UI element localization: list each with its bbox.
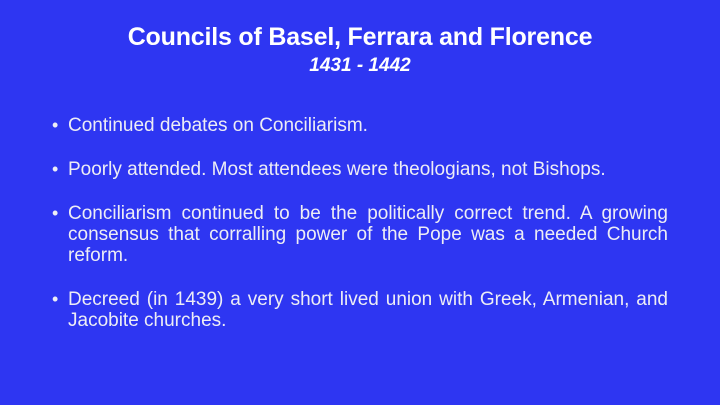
slide-title: Councils of Basel, Ferrara and Florence [127,23,593,51]
bullet-text-line: Conciliarism continued to be the politically correct trend. A growing [68,203,668,224]
bullet-dot-icon: • [52,203,59,223]
bullet-item-politically-correct-trend [52,203,668,266]
bullet-text-block [68,115,668,136]
bullet-text-line: reform. [68,245,129,266]
slide-subtitle-dates: 1431 - 1442 [309,55,411,76]
bullet-text-block [68,203,668,266]
bullet-dot-icon: • [52,159,59,179]
bullet-text-line: Jacobite churches. [68,310,227,331]
bullet-text-line: Continued debates on Conciliarism. [68,115,368,136]
bullet-item-conciliarism-debates [52,115,668,136]
bullet-item-poorly-attended [52,159,668,180]
bullet-text-block [68,159,668,180]
bullet-item-union-decree [52,289,668,331]
bullet-text-line: Poorly attended. Most attendees were theologians, not Bishops. [68,159,606,180]
bullet-text-block [68,289,668,331]
bullet-dot-icon: • [52,289,59,309]
bullet-dot-icon: • [52,115,59,135]
bullet-text-line: consensus that corralling power of the Pope was a needed Church [68,224,668,245]
bullet-list [52,115,668,331]
bullet-text-line: Decreed (in 1439) a very short lived union with Greek, Armenian, and [68,289,668,310]
